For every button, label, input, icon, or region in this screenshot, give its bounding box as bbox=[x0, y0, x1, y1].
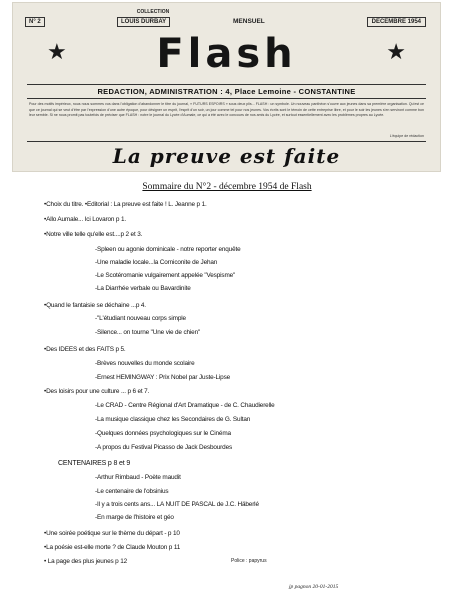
toc-item: -Quelques données psychologiques sur le Cinéma bbox=[95, 430, 231, 437]
collection-label: COLLECTION bbox=[136, 9, 170, 15]
divider bbox=[27, 141, 426, 142]
toc-item: -Ernest HEMINGWAY : Prix Nobel par Juste-Lipse bbox=[95, 374, 231, 381]
toc-item: -Le CRAD - Centre Régional d'Art Dramatique - de C. Chaudierelle bbox=[95, 402, 275, 409]
toc-item: -Le Scotéromanie vulgairement appelée "Vespisme" bbox=[95, 272, 236, 279]
address-line: REDACTION, ADMINISTRATION : 4, Place Lemoine - CONSTANTINE bbox=[27, 84, 426, 99]
toc-item: •Une soirée poétique sur le thème du départ - p 10 bbox=[44, 530, 180, 537]
issue-date: DECEMBRE 1954 bbox=[367, 17, 426, 27]
toc-item: •Choix du titre. •Editorial : La preuve est faite ! L. Jeanne p 1. bbox=[44, 201, 207, 208]
periodicity: MENSUEL bbox=[233, 18, 265, 25]
star-icon: ★ bbox=[386, 39, 406, 64]
font-credit: Police : papyrus bbox=[231, 558, 267, 564]
toc-item: -A propos du Festival Picasso de Jack Desbourdes bbox=[95, 444, 233, 451]
newspaper-title: Flash bbox=[156, 31, 297, 77]
toc-item: -Spleen ou agonie dominicale - notre reporter enquête bbox=[95, 246, 241, 253]
toc-item: •Des loisirs pour une culture ... p 6 et 7. bbox=[44, 388, 150, 395]
toc-item: • La page des plus jeunes p 12 bbox=[44, 558, 128, 565]
masthead-signature: L'équipe de rédaction bbox=[389, 134, 424, 138]
masthead-body-text: Pour des motifs impérieux, nous nous sommes vus dans l'obligation d'abandonner le titre du journal, « FUTURS ESPOIRS » sous deux plis... FLASH : un symbole. Un nouveau panthéon s'ouvre aux jeunes dans sa première organisation. Qu'est ce que ce journal qui se veut d'être par l'expression d'une autre époque, pour désigner un esprit, l'esprit d'un soir, un jour comme tel pour nos jeunes. Vos écrits sont le témoin de cette entreprise libre, et pour le soir les jeunes s'en serviront comme bon leur semble. Si ne nous promit pas toutefois de préciser que FLASH : notre le journal du Lycée d'Aumale, ce qui a été avec le concours de nos amis du Lycée, et surtout essentiellement avec les problèmes propres au Lycée. bbox=[29, 102, 424, 118]
author-date: jp pagnon 20-01-2015 bbox=[289, 584, 339, 590]
masthead-top-row bbox=[13, 9, 440, 31]
toc-item: -Arthur Rimbaud - Poète maudit bbox=[95, 474, 181, 481]
newspaper-masthead bbox=[12, 2, 441, 172]
toc-item: •Quand le fantaisie se déchaine ...p 4. bbox=[44, 302, 146, 309]
toc-item: -Il y a trois cents ans... LA NUIT DE PASCAL de J.C. Häberlé bbox=[95, 501, 259, 508]
toc-item: •Des IDEES et des FAITS p 5. bbox=[44, 346, 126, 353]
issue-number: N° 2 bbox=[25, 17, 45, 27]
toc-item: -Une maladie locale...la Corniconite de Jehan bbox=[95, 259, 218, 266]
toc-item: -Le centenaire de l'obsinius bbox=[95, 488, 169, 495]
toc-item: •La poésie est-elle morte ? de Claude Mouton p 11 bbox=[44, 544, 181, 551]
toc-item: •Notre ville telle qu'elle est....p 2 et 3. bbox=[44, 231, 143, 238]
toc-item: -La Diarrhée verbale ou Bavardinite bbox=[95, 285, 191, 292]
collector-name: LOUIS DURBAY bbox=[117, 17, 170, 27]
toc-item: •Allo Aumale... Ici Lovaron p 1. bbox=[44, 216, 126, 223]
star-icon: ★ bbox=[47, 39, 67, 64]
toc-item: -En marge de l'histoire et géo bbox=[95, 514, 174, 521]
toc-item: -"L'étudiant nouveau corps simple bbox=[95, 315, 186, 322]
toc-item: -La musique classique chez les Secondaires de G. Sultan bbox=[95, 416, 251, 423]
toc-item: CENTENAIRES p 8 et 9 bbox=[58, 460, 131, 467]
headline: La preuve est faite bbox=[112, 144, 341, 168]
toc-item: -Brèves nouvelles du monde scolaire bbox=[95, 360, 195, 367]
toc-item: -Silence... on tourne "Une vie de chien" bbox=[95, 329, 201, 336]
sommaire-title: Sommaire du N°2 - décembre 1954 de Flash bbox=[142, 182, 312, 192]
